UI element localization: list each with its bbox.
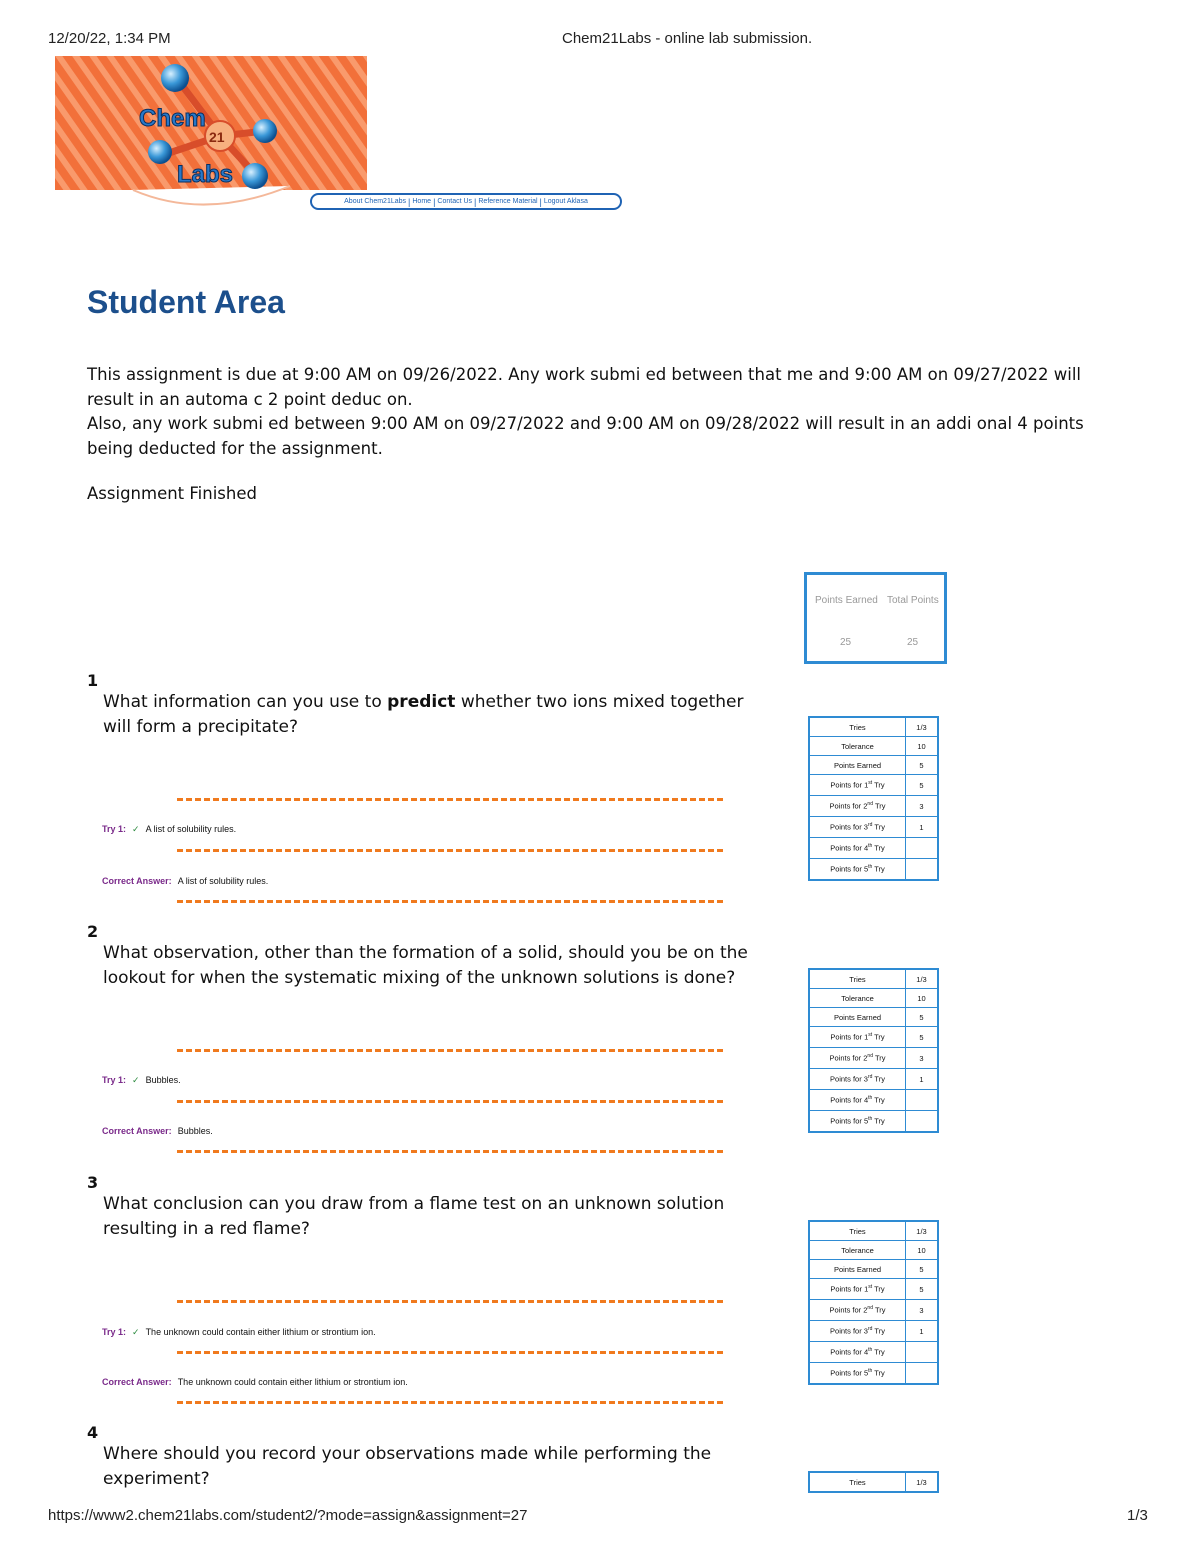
cell-label-sup: st [868,780,873,787]
cell-label [809,1279,906,1300]
logo-word-labs: Labs [177,161,234,188]
cell-label-text: Points for 2 [829,801,868,811]
correct-answer-text: Bubbles. [177,1126,213,1136]
cell-label-text: Points for 2 [829,1305,868,1315]
tries-table [808,1220,939,1385]
print-datetime: 12/20/22, 1:34 PM [48,30,171,47]
cell-label-sup: nd [867,801,873,808]
answer-divider [177,1351,723,1354]
cell-label-try: Try [874,843,885,853]
cell-value: 5 [906,775,939,796]
cell-label-try: Try [874,1053,886,1063]
question-number: 4 [87,1423,99,1442]
try-answer-text: The unknown could contain either lithium or strontium ion. [145,1327,376,1337]
cell-label: Tolerance [809,737,906,756]
late-penalty-notice: Also, any work submi ed between 9:00 AM on 09/27/2022 and 9:00 AM on 09/28/2022 will result in an addi onal 4 points being deducted for the assignment. [87,414,1084,458]
correct-label: Correct Answer: [102,876,172,886]
nav-separator: | [433,196,436,207]
answer-divider [177,1100,723,1103]
nav-about[interactable]: About Chem21Labs [344,198,407,205]
cell-value: 5 [906,1027,939,1048]
print-footer-url: https://www2.chem21labs.com/student2/?mode=assign&assignment=27 [48,1507,528,1524]
nav-home[interactable]: Home [412,198,432,205]
cell-label: Tries [809,1472,906,1492]
cell-label-text: Points for 1 [830,1032,869,1042]
question-text [103,690,753,740]
cell-label-text: Points for 4 [830,843,869,853]
total-points-label: Total Points [887,595,939,606]
cell-label-try: Try [874,801,886,811]
print-page-number: 1/3 [1127,1507,1148,1524]
correct-answer [102,1126,213,1136]
check-icon: ✓ [132,1075,140,1085]
cell-value: 1/3 [906,717,939,737]
cell-label-sup: nd [867,1305,873,1312]
print-doc-title: Chem21Labs - online lab submission. [562,30,813,47]
nav-logout[interactable]: Logout Aklasa [543,198,588,205]
question-text-part: Where should you record your observations made while performing the experiment? [103,1444,712,1489]
cell-label [809,838,906,859]
question-text-part: What conclusion can you draw from a flame test on an unknown solution resulting in a red flame? [103,1194,725,1239]
cell-value: 3 [906,796,939,817]
try-label: Try 1: [102,1327,127,1337]
cell-label: Tolerance [809,1241,906,1260]
question-number: 1 [87,671,99,690]
cell-value: 3 [906,1048,939,1069]
cell-value [906,859,939,881]
question-text-part: What observation, other than the formation of a solid, should you be on the lookout for when the systematic mixing of the unknown solutions is done? [103,943,748,988]
points-earned-value: 25 [840,637,852,648]
cell-label-try: Try [874,1368,885,1378]
cell-label-try: Try [874,1305,886,1315]
cell-label-text: Points for 2 [829,1053,868,1063]
tries-table [808,1471,939,1493]
cell-label-try: Try [874,1284,885,1294]
cell-value [906,1342,939,1363]
cell-value [906,1363,939,1385]
cell-label-sup: rd [867,1326,873,1333]
cell-label-text: Points for 5 [830,1116,869,1126]
cell-label [809,817,906,838]
cell-label: Tries [809,717,906,737]
cell-value: 5 [906,756,939,775]
cell-label: Points Earned [809,1008,906,1027]
correct-answer-text: The unknown could contain either lithium or strontium ion. [177,1377,408,1387]
question-text [103,1442,753,1492]
cell-label-text: Points for 4 [830,1347,869,1357]
cell-label [809,1342,906,1363]
cell-value [906,1111,939,1133]
cell-label [809,1111,906,1133]
question-text [103,941,753,991]
total-points-value: 25 [907,637,919,648]
nav-separator: | [539,196,542,207]
cell-label-text: Points for 3 [830,1326,868,1336]
page-title: Student Area [87,284,285,320]
question-number: 2 [87,922,99,941]
answer-divider [177,1401,723,1404]
nav-reference[interactable]: Reference Material [478,198,538,205]
cell-value: 5 [906,1008,939,1027]
cell-label [809,859,906,881]
cell-label-sup: th [868,1095,873,1102]
cell-value: 1 [906,817,939,838]
try-label: Try 1: [102,824,127,834]
points-earned-label: Points Earned [815,595,878,606]
cell-label-sup: th [868,864,873,871]
cell-value: 10 [906,1241,939,1260]
logo-word-21: 21 [209,129,225,145]
cell-label-try: Try [874,864,885,874]
tries-table [808,968,939,1133]
correct-answer-text: A list of solubility rules. [177,876,269,886]
tries-table [808,716,939,881]
cell-label-sup: th [868,1347,873,1354]
cell-label [809,1300,906,1321]
cell-value: 1/3 [906,1221,939,1241]
cell-label-text: Points for 5 [830,864,869,874]
cell-value: 5 [906,1279,939,1300]
try-answer-text: Bubbles. [145,1075,181,1085]
cell-label-text: Points for 4 [830,1095,869,1105]
cell-label-try: Try [874,1347,885,1357]
cell-label [809,1048,906,1069]
try-answer [102,1075,181,1086]
question-number: 3 [87,1173,99,1192]
nav-separator: | [474,196,477,207]
answer-divider [177,900,723,903]
cell-value: 10 [906,737,939,756]
cell-value: 1 [906,1069,939,1090]
logo-word-chem: Chem [139,105,206,132]
cell-label [809,775,906,796]
cell-label [809,1321,906,1342]
cell-label-text: Points for 5 [830,1368,869,1378]
cell-value: 1/3 [906,969,939,989]
cell-value: 5 [906,1260,939,1279]
try-label: Try 1: [102,1075,127,1085]
check-icon: ✓ [132,1327,140,1337]
cell-label-try: Try [874,1116,885,1126]
cell-label: Tolerance [809,989,906,1008]
correct-label: Correct Answer: [102,1126,172,1136]
cell-label-sup: th [868,1368,873,1375]
cell-label-sup: rd [867,822,873,829]
cell-label: Points Earned [809,1260,906,1279]
cell-label-try: Try [874,1095,885,1105]
cell-label-try: Try [874,1074,885,1084]
cell-label-text: Points for 3 [830,1074,868,1084]
cell-label-try: Try [874,1032,885,1042]
cell-label-try: Try [874,822,885,832]
cell-label-sup: st [868,1284,873,1291]
check-icon: ✓ [132,824,140,834]
try-answer [102,1327,376,1338]
due-date-notice: This assignment is due at 9:00 AM on 09/26/2022. Any work submi ed between that me and 9:00 AM on 09/27/2022 will result in an automa c 2 point deduc on. [87,365,1081,409]
cell-label [809,796,906,817]
cell-value: 1 [906,1321,939,1342]
try-answer [102,824,236,835]
cell-label-sup: st [868,1032,873,1039]
cell-value [906,838,939,859]
cell-label: Tries [809,969,906,989]
cell-label-text: Points for 1 [830,1284,869,1294]
cell-label [809,1090,906,1111]
cell-label-try: Try [874,780,885,790]
assignment-status: Assignment Finished [87,484,257,503]
answer-divider [177,849,723,852]
answer-divider [177,1049,723,1052]
cell-label-sup: th [868,1116,873,1123]
cell-value: 1/3 [906,1472,939,1492]
correct-answer [102,876,268,886]
cell-label-sup: nd [867,1053,873,1060]
cell-label [809,1363,906,1385]
correct-answer [102,1377,408,1387]
cell-label-text: Points for 1 [830,780,869,790]
question-text-bold: predict [387,692,456,712]
top-nav [310,193,622,210]
cell-value [906,1090,939,1111]
cell-value: 10 [906,989,939,1008]
question-text-part: whether two ions mixed together will form a precipitate? [103,692,744,737]
cell-label: Points Earned [809,756,906,775]
cell-label-try: Try [874,1326,885,1336]
cell-label-sup: rd [867,1074,873,1081]
nav-separator: | [408,196,411,207]
question-text [103,1192,753,1242]
cell-label-sup: th [868,843,873,850]
nav-contact[interactable]: Contact Us [437,198,473,205]
cell-label [809,1069,906,1090]
answer-divider [177,1150,723,1153]
cell-label [809,1027,906,1048]
question-text-part: What information can you use to [103,692,388,712]
points-summary [804,572,947,664]
cell-label: Tries [809,1221,906,1241]
correct-label: Correct Answer: [102,1377,172,1387]
try-answer-text: A list of solubility rules. [145,824,237,834]
answer-divider [177,798,723,801]
cell-label-text: Points for 3 [830,822,868,832]
cell-value: 3 [906,1300,939,1321]
answer-divider [177,1300,723,1303]
